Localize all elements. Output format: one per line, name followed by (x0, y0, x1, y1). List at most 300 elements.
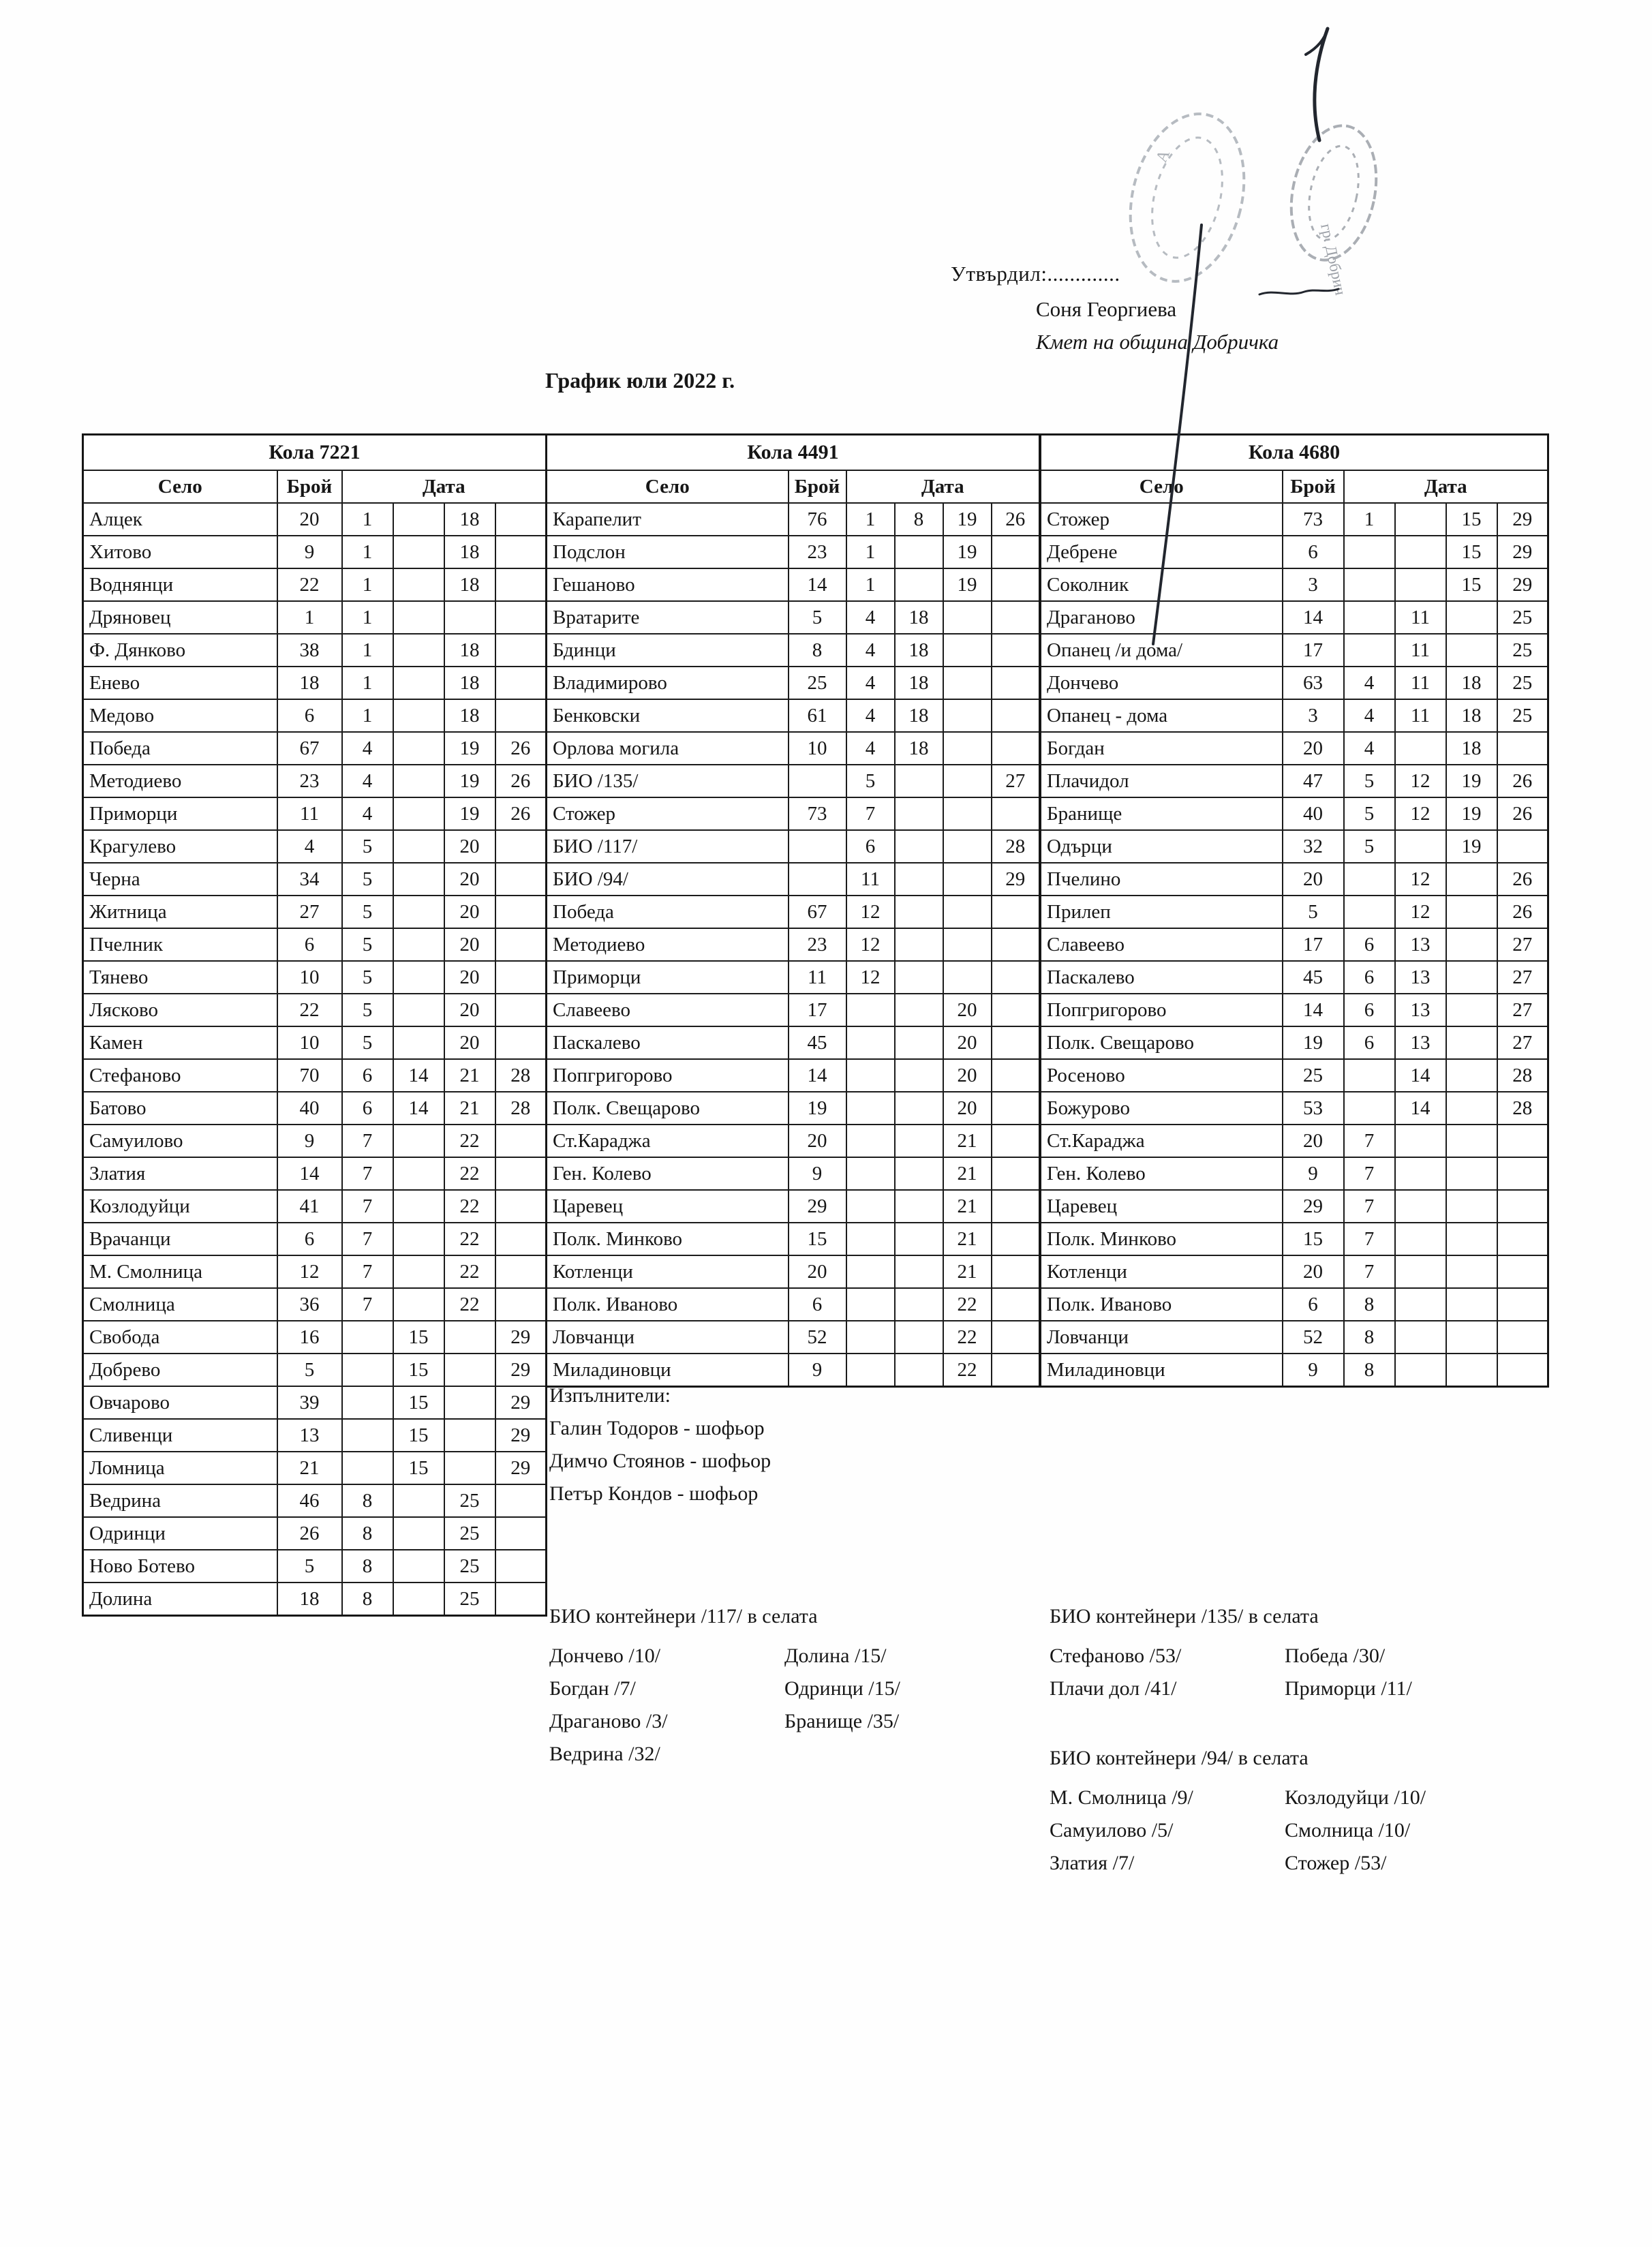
date-cell (495, 1223, 547, 1255)
count-cell: 16 (277, 1321, 342, 1354)
date-cell (495, 1125, 547, 1157)
date-cell (992, 961, 1040, 994)
table-row (83, 667, 547, 699)
date-cell: 12 (1395, 863, 1446, 896)
date-cell (1344, 896, 1395, 928)
count-cell: 45 (1283, 961, 1344, 994)
bio-village: Приморци /11/ (1285, 1677, 1412, 1700)
date-cell: 28 (1497, 1092, 1548, 1125)
date-cell: 28 (992, 830, 1040, 863)
date-cell: 5 (342, 863, 393, 896)
table-row (1041, 634, 1548, 667)
date-cell (895, 765, 943, 797)
count-cell: 6 (1283, 536, 1344, 568)
village-cell: Царевец (1041, 1190, 1283, 1223)
village-cell: Владимирово (547, 667, 789, 699)
date-cell (393, 1125, 444, 1157)
date-cell (943, 928, 992, 961)
date-cell (393, 1517, 444, 1550)
village-cell: Бенковски (547, 699, 789, 732)
date-cell (1497, 1125, 1548, 1157)
date-cell: 22 (444, 1157, 495, 1190)
date-cell: 12 (1395, 797, 1446, 830)
date-cell: 4 (846, 667, 895, 699)
table-row (547, 732, 1040, 765)
date-cell: 1 (342, 634, 393, 667)
date-cell: 27 (1497, 928, 1548, 961)
date-cell: 20 (943, 1059, 992, 1092)
date-cell: 25 (444, 1583, 495, 1616)
date-cell (1344, 863, 1395, 896)
count-cell: 23 (277, 765, 342, 797)
count-cell: 27 (277, 896, 342, 928)
date-cell: 25 (1497, 699, 1548, 732)
date-cell (342, 1321, 393, 1354)
table-row (547, 1223, 1040, 1255)
table-row (83, 1583, 547, 1616)
date-cell: 7 (342, 1288, 393, 1321)
village-cell: Камен (83, 1026, 277, 1059)
date-cell (943, 634, 992, 667)
village-cell: Опанец - дома (1041, 699, 1283, 732)
table-row (83, 961, 547, 994)
count-cell: 15 (1283, 1223, 1344, 1255)
date-cell: 26 (495, 732, 547, 765)
date-cell (1344, 1059, 1395, 1092)
count-cell: 25 (789, 667, 846, 699)
bio-section-title: БИО контейнери /117/ в селата (549, 1605, 818, 1627)
bio-row (1050, 1782, 1426, 1814)
table-row (83, 536, 547, 568)
date-cell: 7 (342, 1157, 393, 1190)
date-cell (393, 961, 444, 994)
date-cell: 18 (1446, 732, 1497, 765)
date-cell: 1 (342, 536, 393, 568)
date-cell: 25 (444, 1484, 495, 1517)
date-cell (1497, 1354, 1548, 1387)
date-cell (444, 601, 495, 634)
count-cell (789, 765, 846, 797)
date-cell (1446, 961, 1497, 994)
count-cell: 6 (789, 1288, 846, 1321)
village-cell: Свобода (83, 1321, 277, 1354)
count-cell: 5 (1283, 896, 1344, 928)
count-cell: 45 (789, 1026, 846, 1059)
table-row (547, 961, 1040, 994)
table-row (1041, 1092, 1548, 1125)
date-cell (495, 961, 547, 994)
village-cell: Добрево (83, 1354, 277, 1386)
table-row (547, 1026, 1040, 1059)
count-cell: 19 (1283, 1026, 1344, 1059)
date-cell: 15 (393, 1321, 444, 1354)
table-row (1041, 601, 1548, 634)
date-cell (846, 1125, 895, 1157)
date-cell (393, 830, 444, 863)
table-row (83, 1059, 547, 1092)
village-cell: Паскалево (547, 1026, 789, 1059)
date-cell (495, 994, 547, 1026)
village-cell: Полк. Иваново (1041, 1288, 1283, 1321)
date-cell: 21 (943, 1223, 992, 1255)
date-cell: 19 (1446, 765, 1497, 797)
table-row (1041, 1125, 1548, 1157)
date-cell: 8 (342, 1583, 393, 1616)
count-cell: 19 (789, 1092, 846, 1125)
date-cell (992, 1288, 1040, 1321)
village-cell: Славеево (547, 994, 789, 1026)
date-cell: 26 (992, 503, 1040, 536)
date-cell: 20 (943, 994, 992, 1026)
date-cell: 25 (1497, 601, 1548, 634)
table-row (1041, 994, 1548, 1026)
village-cell: Миладиновци (547, 1354, 789, 1387)
date-cell: 19 (1446, 797, 1497, 830)
date-cell: 27 (992, 765, 1040, 797)
date-cell (393, 1026, 444, 1059)
date-cell: 22 (444, 1223, 495, 1255)
village-cell: Смолница (83, 1288, 277, 1321)
village-cell: Славеево (1041, 928, 1283, 961)
date-cell (495, 568, 547, 601)
date-cell: 11 (1395, 634, 1446, 667)
table-row (547, 667, 1040, 699)
count-cell: 47 (1283, 765, 1344, 797)
date-cell (495, 1255, 547, 1288)
date-cell: 25 (444, 1517, 495, 1550)
table-row (83, 634, 547, 667)
col-date-header: Дата (846, 470, 1040, 503)
date-cell (992, 568, 1040, 601)
count-cell: 52 (1283, 1321, 1344, 1354)
table-row (83, 1452, 547, 1484)
village-cell: Методиево (547, 928, 789, 961)
table-row (547, 1288, 1040, 1321)
date-cell (992, 1190, 1040, 1223)
bio-village: Дончево /10/ (549, 1645, 661, 1667)
date-cell (444, 1386, 495, 1419)
village-cell: Соколник (1041, 568, 1283, 601)
date-cell (495, 1484, 547, 1517)
date-cell (495, 1517, 547, 1550)
date-cell: 18 (895, 601, 943, 634)
date-cell: 6 (846, 830, 895, 863)
date-cell (495, 503, 547, 536)
date-cell (1446, 928, 1497, 961)
date-cell: 12 (846, 928, 895, 961)
bio-village: Стожер /53/ (1285, 1852, 1387, 1874)
count-cell: 9 (1283, 1157, 1344, 1190)
count-cell: 4 (277, 830, 342, 863)
date-cell (1446, 1255, 1497, 1288)
village-cell: Стожер (547, 797, 789, 830)
date-cell (495, 1190, 547, 1223)
date-cell: 25 (1497, 634, 1548, 667)
village-cell: Ф. Дянково (83, 634, 277, 667)
village-cell: Ген. Колево (547, 1157, 789, 1190)
date-cell (1497, 732, 1548, 765)
date-cell (992, 1092, 1040, 1125)
date-cell: 29 (495, 1386, 547, 1419)
village-cell: Ген. Колево (1041, 1157, 1283, 1190)
table-row (547, 1157, 1040, 1190)
count-cell: 38 (277, 634, 342, 667)
count-cell: 6 (1283, 1288, 1344, 1321)
date-cell (895, 568, 943, 601)
date-cell (992, 699, 1040, 732)
table-row (83, 1354, 547, 1386)
executor-item: Галин Тодоров - шофьор (549, 1417, 765, 1439)
date-cell (393, 797, 444, 830)
date-cell: 5 (342, 896, 393, 928)
stamp-icon (1114, 102, 1261, 293)
table-row (83, 1026, 547, 1059)
bio-village: М. Смолница /9/ (1050, 1786, 1193, 1809)
village-cell: Тянево (83, 961, 277, 994)
count-cell: 70 (277, 1059, 342, 1092)
table-row (1041, 699, 1548, 732)
date-cell: 20 (943, 1092, 992, 1125)
date-cell (495, 536, 547, 568)
date-cell: 19 (943, 503, 992, 536)
table-row (83, 1484, 547, 1517)
date-cell (1446, 1125, 1497, 1157)
date-cell: 1 (342, 667, 393, 699)
date-cell: 29 (992, 863, 1040, 896)
village-cell: Дряновец (83, 601, 277, 634)
count-cell: 15 (789, 1223, 846, 1255)
date-cell: 14 (1395, 1059, 1446, 1092)
table-row (547, 928, 1040, 961)
date-cell (992, 1026, 1040, 1059)
village-cell: Одринци (83, 1517, 277, 1550)
date-cell: 15 (1446, 568, 1497, 601)
table-row (1041, 1157, 1548, 1190)
date-cell: 27 (1497, 994, 1548, 1026)
table-row (83, 1321, 547, 1354)
bio-row (549, 1705, 900, 1738)
count-cell: 25 (1283, 1059, 1344, 1092)
count-cell: 12 (277, 1255, 342, 1288)
date-cell: 27 (1497, 1026, 1548, 1059)
village-cell: Ведрина (83, 1484, 277, 1517)
date-cell: 26 (495, 797, 547, 830)
table-row (1041, 1026, 1548, 1059)
table-row (83, 1190, 547, 1223)
bio-village: Самуилово /5/ (1050, 1819, 1174, 1841)
count-cell: 36 (277, 1288, 342, 1321)
date-cell: 21 (943, 1157, 992, 1190)
page-title: График юли 2022 г. (545, 368, 735, 393)
date-cell (1344, 601, 1395, 634)
date-cell (895, 1321, 943, 1354)
date-cell (1395, 1288, 1446, 1321)
date-cell: 8 (342, 1550, 393, 1583)
table-row (1041, 667, 1548, 699)
count-cell: 14 (1283, 994, 1344, 1026)
date-cell (1446, 601, 1497, 634)
village-cell: Победа (83, 732, 277, 765)
count-cell: 21 (277, 1452, 342, 1484)
date-cell: 20 (444, 830, 495, 863)
village-cell: Стефаново (83, 1059, 277, 1092)
date-cell: 22 (943, 1321, 992, 1354)
col-date-header: Дата (1344, 470, 1548, 503)
date-cell (495, 928, 547, 961)
date-cell: 4 (846, 601, 895, 634)
date-cell (846, 1190, 895, 1223)
date-cell (943, 830, 992, 863)
bio-village: Плачи дол /41/ (1050, 1677, 1177, 1700)
date-cell (393, 1255, 444, 1288)
village-cell: Ст.Караджа (547, 1125, 789, 1157)
bio-village: Победа /30/ (1285, 1645, 1386, 1667)
table-row (83, 797, 547, 830)
village-cell: Царевец (547, 1190, 789, 1223)
count-cell: 6 (277, 699, 342, 732)
date-cell (1395, 1190, 1446, 1223)
village-cell: Котленци (547, 1255, 789, 1288)
village-cell: Попгригорово (1041, 994, 1283, 1026)
date-cell: 7 (1344, 1157, 1395, 1190)
date-cell: 28 (495, 1092, 547, 1125)
table-row (83, 1517, 547, 1550)
date-cell (943, 667, 992, 699)
date-cell: 1 (1344, 503, 1395, 536)
date-cell (1395, 536, 1446, 568)
date-cell (992, 1255, 1040, 1288)
table-row (547, 830, 1040, 863)
executor-item: Димчо Стоянов - шофьор (549, 1450, 771, 1472)
count-cell: 26 (277, 1517, 342, 1550)
date-cell (1446, 634, 1497, 667)
count-cell: 52 (789, 1321, 846, 1354)
date-cell (895, 1157, 943, 1190)
table-row (1041, 1190, 1548, 1223)
date-cell: 27 (1497, 961, 1548, 994)
table-row (1041, 797, 1548, 830)
date-cell: 18 (444, 699, 495, 732)
count-cell: 20 (1283, 863, 1344, 896)
date-cell: 18 (444, 536, 495, 568)
date-cell (393, 863, 444, 896)
table-row (83, 732, 547, 765)
date-cell: 1 (342, 601, 393, 634)
village-cell: Методиево (83, 765, 277, 797)
date-cell (1446, 1190, 1497, 1223)
date-cell: 4 (1344, 699, 1395, 732)
date-cell: 15 (1446, 536, 1497, 568)
date-cell: 21 (943, 1125, 992, 1157)
count-cell: 14 (1283, 601, 1344, 634)
count-cell: 3 (1283, 699, 1344, 732)
date-cell: 21 (943, 1255, 992, 1288)
village-cell: Сливенци (83, 1419, 277, 1452)
date-cell: 22 (943, 1288, 992, 1321)
village-cell: Козлодуйци (83, 1190, 277, 1223)
date-cell: 26 (1497, 896, 1548, 928)
count-cell: 22 (277, 994, 342, 1026)
date-cell (1446, 1092, 1497, 1125)
table-row (1041, 830, 1548, 863)
date-cell (895, 1059, 943, 1092)
date-cell (943, 961, 992, 994)
count-cell: 23 (789, 928, 846, 961)
date-cell: 26 (1497, 863, 1548, 896)
date-cell (943, 765, 992, 797)
bio-village: Богдан /7/ (549, 1677, 636, 1700)
date-cell (943, 896, 992, 928)
count-cell: 9 (789, 1354, 846, 1387)
count-cell: 17 (1283, 634, 1344, 667)
count-cell: 6 (277, 928, 342, 961)
bio-village: Стефаново /53/ (1050, 1645, 1182, 1667)
table-row (83, 896, 547, 928)
date-cell: 1 (846, 568, 895, 601)
bio-row (1050, 1640, 1412, 1672)
date-cell: 22 (444, 1288, 495, 1321)
date-cell (992, 1125, 1040, 1157)
village-cell: Полк. Минково (1041, 1223, 1283, 1255)
date-cell (342, 1452, 393, 1484)
table-row (547, 1125, 1040, 1157)
date-cell: 7 (342, 1125, 393, 1157)
village-cell: Лясково (83, 994, 277, 1026)
date-cell: 20 (444, 961, 495, 994)
date-cell (1446, 1321, 1497, 1354)
date-cell: 12 (1395, 896, 1446, 928)
village-cell: Орлова могила (547, 732, 789, 765)
count-cell: 1 (277, 601, 342, 634)
village-cell: Пчелник (83, 928, 277, 961)
executors-title: Изпълнители: (549, 1384, 671, 1407)
date-cell: 14 (1395, 1092, 1446, 1125)
date-cell: 5 (342, 830, 393, 863)
date-cell: 7 (1344, 1190, 1395, 1223)
date-cell: 7 (342, 1255, 393, 1288)
date-cell (895, 797, 943, 830)
date-cell (895, 1026, 943, 1059)
date-cell: 6 (1344, 961, 1395, 994)
date-cell: 26 (1497, 797, 1548, 830)
date-cell (846, 1255, 895, 1288)
table-row (547, 1190, 1040, 1223)
date-cell: 20 (943, 1026, 992, 1059)
date-cell (393, 699, 444, 732)
table-row (1041, 1354, 1548, 1387)
count-cell: 40 (1283, 797, 1344, 830)
count-cell: 5 (277, 1354, 342, 1386)
date-cell: 5 (342, 1026, 393, 1059)
date-cell: 20 (444, 928, 495, 961)
table-row (1041, 928, 1548, 961)
date-cell: 19 (943, 536, 992, 568)
count-cell: 67 (789, 896, 846, 928)
date-cell (1395, 1223, 1446, 1255)
village-cell: Ново Ботево (83, 1550, 277, 1583)
date-cell: 11 (1395, 699, 1446, 732)
date-cell: 25 (1497, 667, 1548, 699)
village-cell: Долина (83, 1583, 277, 1616)
village-cell: Драганово (1041, 601, 1283, 634)
date-cell (1446, 896, 1497, 928)
count-cell: 17 (789, 994, 846, 1026)
date-cell (495, 1288, 547, 1321)
count-cell: 9 (277, 1125, 342, 1157)
date-cell: 5 (342, 928, 393, 961)
table-row (547, 634, 1040, 667)
date-cell: 29 (1497, 536, 1548, 568)
